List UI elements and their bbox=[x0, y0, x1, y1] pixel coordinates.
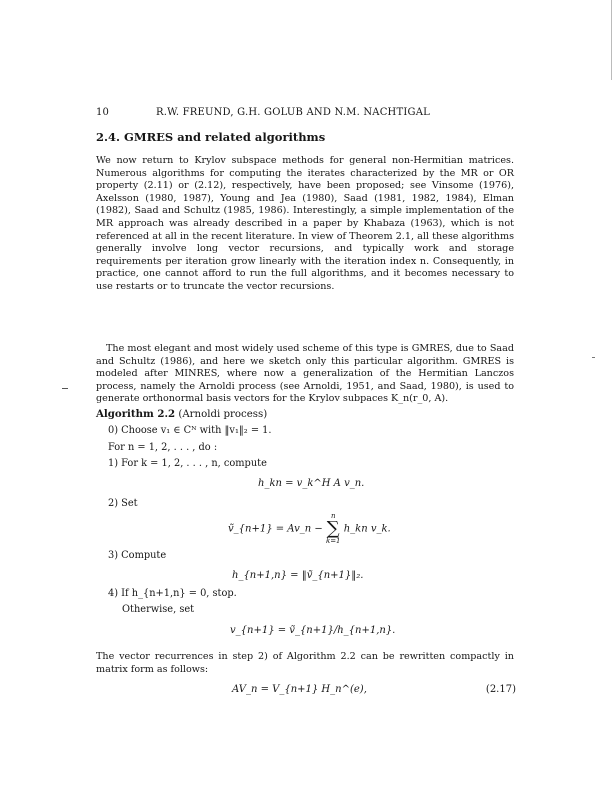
paragraph-1: We now return to Krylov subspace methods for general non-Hermitian matrices. Numerous algorithms for computing the iterates characterized by the MR or OR property (2.11) or (2.12), respectively, have been proposed; see Vinsome (1976), Axelsson (1980, 1987), Young and Jea (1980), Saad (1981, 1982, 1984), Elman (1982), Saad and Schultz (1985, 1986). Interestingly, a simple implementation of the MR approach was already described in a paper by Khabaza (1963), which is not referenced at all in the recent literature. In view of Theorem 2.1, all these algorithms generally involve long vector recursions, and typically work and storage requirements per iteration grow linearly with the iteration index n. Consequently, in practice, one cannot afford to run the full algorithms, and it becomes necessary to use restarts or to truncate the vector recursions. bbox=[96, 155, 514, 292]
algorithm-name: (Arnoldi process) bbox=[178, 409, 268, 420]
margin-mark bbox=[592, 357, 595, 358]
algorithm-step-0: 0) Choose v₁ ∈ Cᴺ with ‖v₁‖₂ = 1. bbox=[108, 425, 272, 436]
sum-upper-limit: n bbox=[330, 512, 336, 520]
equation-h-norm: h_{n+1,n} = ‖ṽ_{n+1}‖₂. bbox=[232, 570, 364, 581]
closing-paragraph: The vector recurrences in step 2) of Algorithm 2.2 can be rewritten compactly in matrix form as follows: bbox=[96, 651, 514, 675]
sum-lower-limit: k=1 bbox=[325, 537, 341, 545]
algorithm-step-4: 4) If h_{n+1,n} = 0, stop. bbox=[108, 588, 237, 599]
running-head: R.W. FREUND, G.H. GOLUB AND N.M. NACHTIGAL bbox=[156, 107, 430, 118]
equation-vtilde bbox=[228, 512, 391, 546]
equation-number: (2.17) bbox=[485, 684, 516, 695]
algorithm-step-1: 1) For k = 1, 2, . . . , n, compute bbox=[108, 458, 267, 469]
equation-2-17: AV_n = V_{n+1} H_n^(e), bbox=[232, 684, 367, 695]
margin-mark bbox=[62, 388, 68, 389]
paragraph-2: The most elegant and most widely used scheme of this type is GMRES, due to Saad and Schultz (1986), and here we sketch only this particular algorithm. GMRES is modeled after MINRES, where now a generalization of the Hermitian Lanczos process, namely the Arnoldi process (see Arnoldi, 1951, and Saad, 1980), is used to generate orthonormal basis vectors for the Krylov subpaces K_n(r_0, A). bbox=[96, 343, 514, 405]
algorithm-title bbox=[96, 408, 267, 420]
algorithm-step-3: 3) Compute bbox=[108, 550, 167, 561]
algorithm-loop: For n = 1, 2, . . . , do : bbox=[108, 442, 218, 453]
section-title: 2.4. GMRES and related algorithms bbox=[96, 130, 326, 144]
equation-vtilde-lhs: ṽ_{n+1} = Av_n − bbox=[228, 523, 323, 535]
summation-sign: n ∑ k=1 bbox=[325, 512, 341, 545]
algorithm-label: Algorithm 2.2 bbox=[96, 408, 176, 420]
algorithm-otherwise: Otherwise, set bbox=[122, 604, 195, 615]
algorithm-step-2: 2) Set bbox=[108, 498, 138, 509]
equation-vtilde-rhs: h_kn v_k. bbox=[343, 523, 391, 535]
page-number: 10 bbox=[96, 107, 110, 118]
equation-v-next: v_{n+1} = ṽ_{n+1}/h_{n+1,n}. bbox=[230, 625, 396, 636]
equation-hkn: h_kn = v_k^H A v_n. bbox=[258, 478, 365, 489]
